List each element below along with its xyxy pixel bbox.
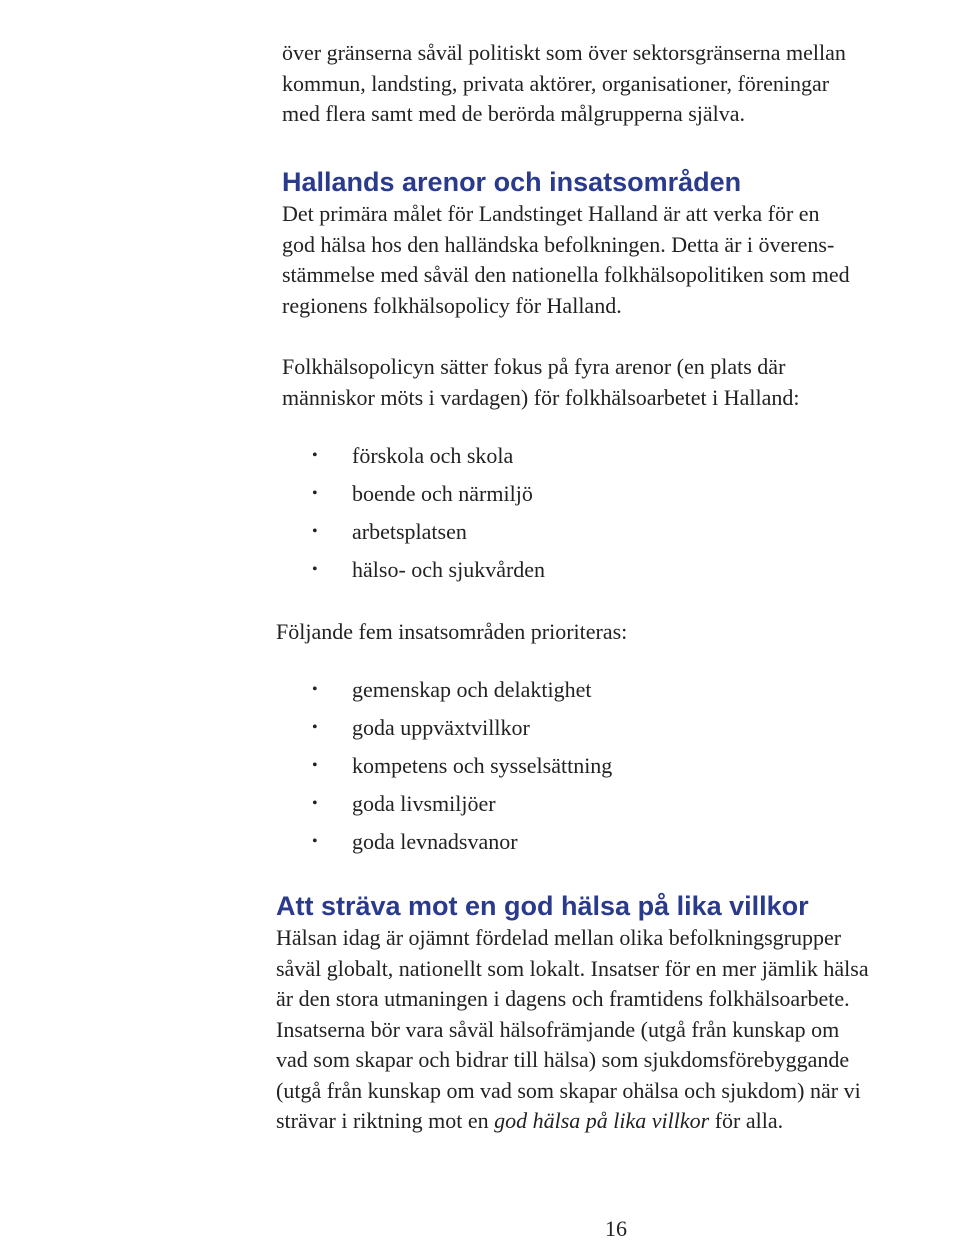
list-item: • gemenskap och delaktighet: [310, 675, 612, 713]
priorities-list: [310, 675, 612, 865]
list-item: • goda levnadsvanor: [310, 827, 612, 865]
paragraph-line: Hälsan idag är ojämnt fördelad mellan olika befolkningsgrupper: [276, 925, 842, 950]
intro-line: över gränserna såväl politiskt som över sektorsgränserna mellan: [282, 40, 846, 65]
paragraph-line-end: för alla.: [709, 1108, 784, 1133]
bullet-icon: •: [312, 523, 318, 540]
list-item: • kompetens och sysselsättning: [310, 751, 612, 789]
paragraph-line: (utgå från kunskap om vad som skapar ohälsa och sjukdom) när vi: [276, 1077, 861, 1103]
bullet-icon: •: [312, 561, 318, 578]
priorities-intro: Följande fem insatsområden prioriteras:: [276, 619, 628, 644]
paragraph-line: Insatserna bör vara såväl hälsofrämjande (utgå från kunskap om: [276, 1016, 840, 1042]
list-item: • goda uppväxtvillkor: [310, 713, 612, 751]
section-heading-arenas: Hallands arenor och insatsområden: [282, 167, 742, 197]
paragraph-line-start: strävar i riktning mot en: [276, 1108, 495, 1133]
arenas-paragraph-2: [282, 352, 942, 413]
list-item: • goda livsmiljöer: [310, 789, 612, 827]
intro-line: kommun, landsting, privata aktörer, organisationer, föreningar: [282, 70, 830, 96]
bullet-icon: •: [312, 681, 318, 698]
paragraph-line: människor möts i vardagen) för folkhälsoarbetet i Halland:: [282, 384, 800, 410]
bullet-icon: •: [312, 833, 318, 850]
arenas-paragraph-1: [282, 199, 942, 321]
bullet-icon: •: [312, 485, 318, 502]
paragraph-line: stämmelse med såväl den nationella folkhälsopolitiken som med: [282, 262, 850, 287]
list-item: • förskola och skola: [310, 441, 545, 479]
list-item: • arbetsplatsen: [310, 517, 545, 555]
paragraph-line: regionens folkhälsopolicy för Halland.: [282, 292, 622, 318]
intro-paragraph: [282, 38, 942, 130]
paragraph-line: god hälsa hos den halländska befolkningen. Detta är i överens-: [282, 231, 835, 257]
bullet-icon: •: [312, 795, 318, 812]
paragraph-line: vad som skapar och bidrar till hälsa) som sjukdomsförebyggande: [276, 1047, 850, 1072]
paragraph-line: såväl globalt, nationellt som lokalt. Insatser för en mer jämlik hälsa: [276, 955, 869, 981]
emphasis-text: god hälsa på lika villkor: [494, 1108, 710, 1133]
paragraph-line: är den stora utmaningen i dagens och framtidens folkhälsoarbete.: [276, 986, 850, 1011]
bullet-icon: •: [312, 447, 318, 464]
paragraph-line: Folkhälsopolicyn sätter fokus på fyra arenor (en plats där: [282, 354, 786, 379]
section-heading-equity: Att sträva mot en god hälsa på lika villkor: [276, 891, 809, 921]
bullet-icon: •: [312, 757, 318, 774]
page-number: 16: [605, 1216, 627, 1241]
equity-paragraph: [276, 923, 958, 1137]
list-item: • boende och närmiljö: [310, 479, 545, 517]
list-item: • hälso- och sjukvården: [310, 555, 545, 593]
arenas-list: [310, 441, 545, 593]
bullet-icon: •: [312, 719, 318, 736]
intro-line: med flera samt med de berörda målgrupperna själva.: [282, 101, 746, 126]
paragraph-line: Det primära målet för Landstinget Halland är att verka för en: [282, 201, 820, 226]
